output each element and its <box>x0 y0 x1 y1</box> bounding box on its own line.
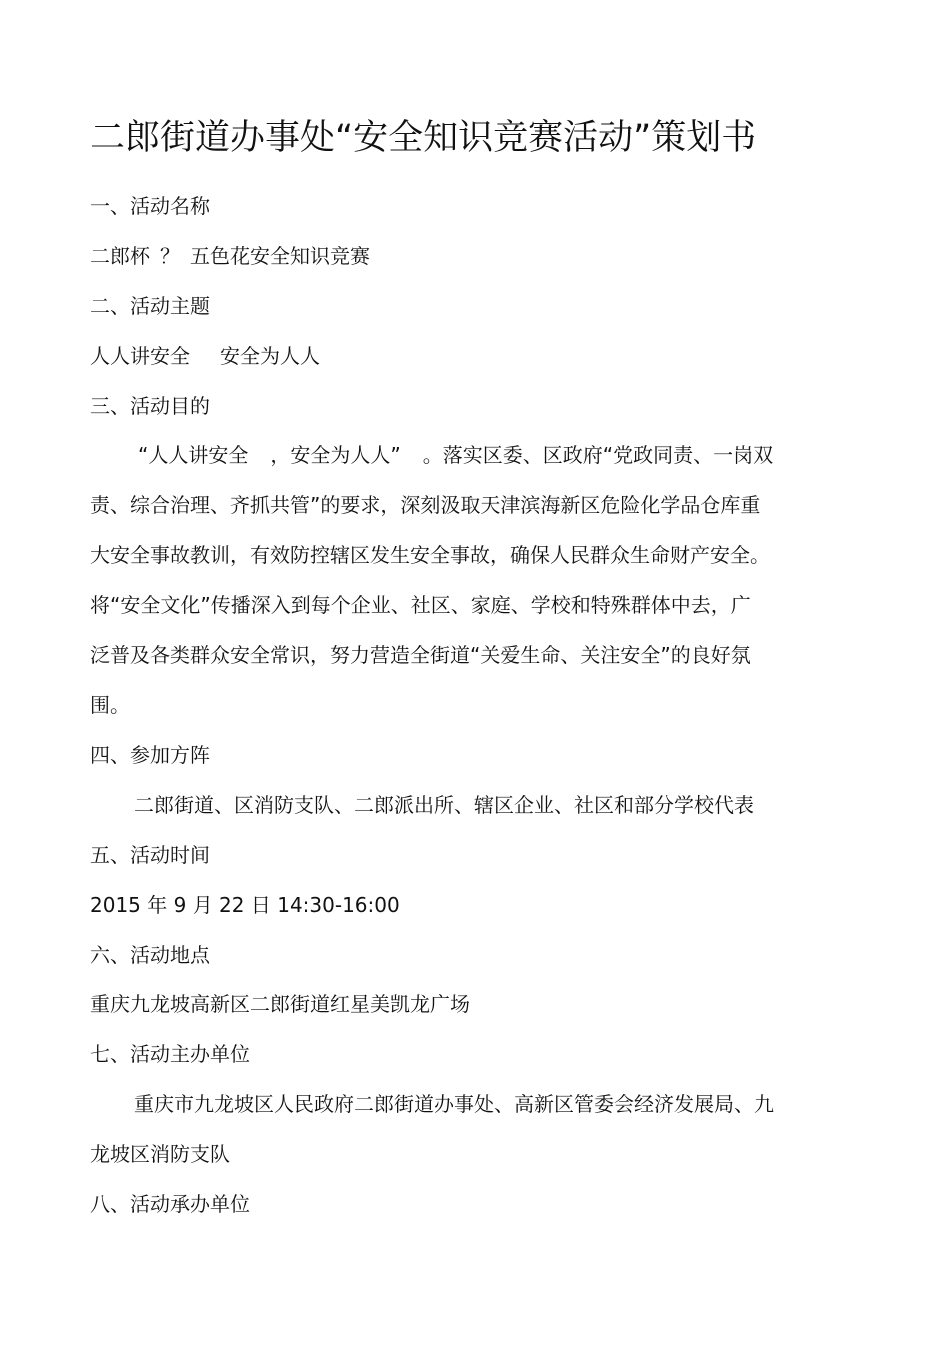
section-heading-activity-location: 六、活动地点 <box>90 943 210 967</box>
activity-name-question-mark: ？ <box>160 244 180 268</box>
participants-text: 二郎街道、区消防支队、二郎派出所、辖区企业、社区和部分学校代表 <box>134 793 754 817</box>
activity-name-part-a: 二郎杯 <box>90 244 150 268</box>
purpose-paragraph-line-6: 围。 <box>90 693 130 717</box>
activity-location-text: 重庆九龙坡高新区二郎街道红星美凯龙广场 <box>90 992 470 1016</box>
purpose-quote-part-b: ，安全为人人” <box>270 443 401 467</box>
section-heading-co-organizer: 八、活动承办单位 <box>90 1192 250 1216</box>
activity-theme-part-b: 安全为人人 <box>220 344 320 368</box>
activity-name-part-b: 五色花安全知识竞赛 <box>190 244 370 268</box>
section-heading-participants: 四、参加方阵 <box>90 743 210 767</box>
purpose-paragraph-line-5: 泛普及各类群众安全常识，努力营造全街道“关爱生命、关注安全”的良好氛 <box>90 643 751 667</box>
purpose-paragraph-line-1 <box>138 440 773 470</box>
section-heading-organizer: 七、活动主办单位 <box>90 1042 250 1066</box>
purpose-paragraph-line-3: 大安全事故教训，有效防控辖区发生安全事故，确保人民群众生命财产安全。 <box>90 543 770 567</box>
organizer-line-1: 重庆市九龙坡区人民政府二郎街道办事处、高新区管委会经济发展局、九 <box>134 1092 774 1116</box>
activity-time-text: 2015 年 9 月 22 日 14:30-16:00 <box>90 893 400 917</box>
document-title: 二郎街道办事处“安全知识竞赛活动”策划书 <box>90 118 757 158</box>
activity-theme-text <box>90 341 320 371</box>
activity-theme-part-a: 人人讲安全 <box>90 344 190 368</box>
activity-name-text <box>90 241 370 271</box>
section-heading-activity-time: 五、活动时间 <box>90 843 210 867</box>
purpose-paragraph-line-2: 责、综合治理、齐抓共管”的要求，深刻汲取天津滨海新区危险化学品仓库重 <box>90 493 761 517</box>
section-heading-activity-name: 一、活动名称 <box>90 194 210 218</box>
purpose-paragraph-line-4: 将“安全文化”传播深入到每个企业、社区、家庭、学校和特殊群体中去，广 <box>90 593 751 617</box>
purpose-quote-part-c: 。落实区委、区政府“党政同责、一岗双 <box>422 443 774 467</box>
section-heading-activity-theme: 二、活动主题 <box>90 294 210 318</box>
section-heading-activity-purpose: 三、活动目的 <box>90 394 210 418</box>
organizer-line-2: 龙坡区消防支队 <box>90 1142 230 1166</box>
purpose-quote-part-a: “人人讲安全 <box>138 443 249 467</box>
